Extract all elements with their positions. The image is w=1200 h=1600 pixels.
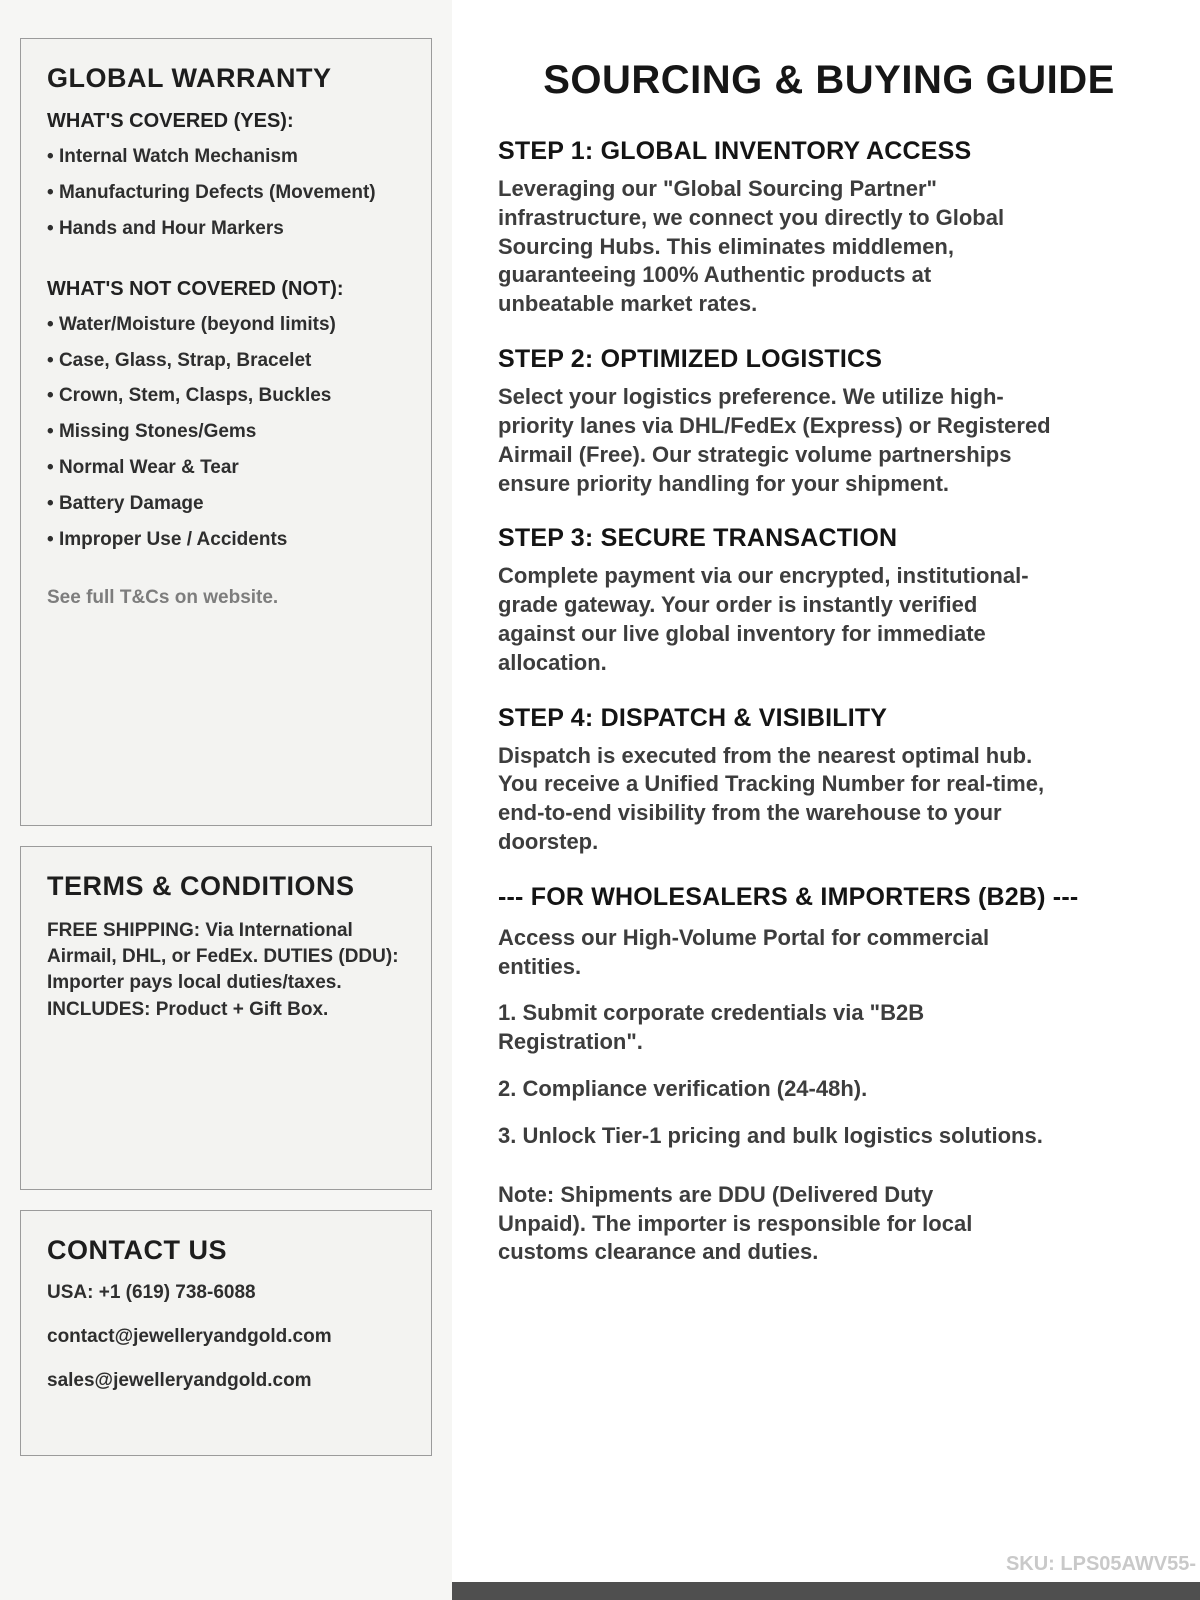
terms-body: FREE SHIPPING: Via International Airmail, DHL, or FedEx. DUTIES (DDU): Importer pays local duties/taxes. INCLUDES: Product + Gift Box. — [47, 920, 399, 1020]
list-item: • Missing Stones/Gems — [47, 422, 405, 443]
list-item: • Hands and Hour Markers — [47, 219, 405, 240]
list-item: • Improper Use / Accidents — [47, 530, 405, 551]
contact-phone: USA: +1 (619) 738-6088 — [47, 1282, 256, 1303]
step-4 — [498, 704, 1160, 857]
footer-bar — [452, 1582, 1200, 1600]
covered-heading: WHAT'S COVERED (YES): — [47, 110, 294, 132]
b2b-intro: Access our High-Volume Portal for commercial entities. — [498, 924, 990, 979]
list-item: • Water/Moisture (beyond limits) — [47, 315, 405, 336]
step-1-body: Leveraging our "Global Sourcing Partner" infrastructure, we connect you directly to Global Sourcing Hubs. This eliminates middlemen, guaranteeing 100% Authentic products at unbeatable market rates. — [498, 176, 1005, 317]
step-3-heading: STEP 3: SECURE TRANSACTION — [498, 524, 898, 553]
warranty-title: GLOBAL WARRANTY — [47, 63, 332, 93]
contact-panel — [20, 1210, 432, 1456]
step-3 — [498, 524, 1160, 677]
step-2-heading: STEP 2: OPTIMIZED LOGISTICS — [498, 345, 883, 374]
step-1 — [498, 137, 1160, 319]
terms-title: TERMS & CONDITIONS — [47, 871, 355, 901]
step-2 — [498, 345, 1160, 498]
list-item: • Crown, Stem, Clasps, Buckles — [47, 386, 405, 407]
main-content — [452, 0, 1200, 1600]
list-item: • Internal Watch Mechanism — [47, 147, 405, 168]
warranty-footnote: See full T&Cs on website. — [47, 586, 279, 608]
contact-title: CONTACT US — [47, 1235, 227, 1265]
step-1-heading: STEP 1: GLOBAL INVENTORY ACCESS — [498, 137, 972, 165]
list-item: • Case, Glass, Strap, Bracelet — [47, 351, 405, 372]
contact-sales-email: sales@jewelleryandgold.com — [47, 1370, 312, 1391]
sku-label: SKU: LPS05AWV55- — [1005, 1553, 1196, 1575]
b2b-item-2: 2. Compliance verification (24-48h). — [498, 1076, 868, 1102]
b2b-section — [498, 883, 1160, 1267]
warranty-panel — [20, 38, 432, 826]
list-item: • Normal Wear & Tear — [47, 458, 405, 479]
step-4-heading: STEP 4: DISPATCH & VISIBILITY — [498, 703, 888, 732]
sidebar — [0, 0, 452, 1600]
b2b-note: Note: Shipments are DDU (Delivered Duty Unpaid). The importer is responsible for local customs clearance and duties. — [498, 1181, 973, 1265]
b2b-heading: --- FOR WHOLESALERS & IMPORTERS (B2B) --- — [498, 882, 1079, 911]
b2b-item-3: 3. Unlock Tier-1 pricing and bulk logistics solutions. — [498, 1122, 1043, 1148]
b2b-item-1: 1. Submit corporate credentials via "B2B Registration". — [498, 1000, 925, 1055]
page-title: SOURCING & BUYING GUIDE — [543, 58, 1115, 102]
terms-panel — [20, 846, 432, 1190]
list-item: • Battery Damage — [47, 494, 405, 515]
not-covered-heading: WHAT'S NOT COVERED (NOT): — [47, 277, 344, 300]
step-3-body: Complete payment via our encrypted, institutional-grade gateway. Your order is instantly verified against our live global inventory for immediate allocation. — [498, 563, 1029, 675]
step-4-body: Dispatch is executed from the nearest optimal hub. You receive a Unified Tracking Number for real-time, end-to-end visibility from the warehouse to your doorstep. — [498, 742, 1045, 854]
covered-list — [47, 147, 405, 240]
list-item: • Manufacturing Defects (Movement) — [47, 183, 405, 204]
contact-email: contact@jewelleryandgold.com — [47, 1326, 332, 1347]
step-2-body: Select your logistics preference. We utilize high-priority lanes via DHL/FedEx (Express) or Registered Airmail (Free). Our strategic volume partnerships ensure priority handling for your shipment. — [498, 384, 1051, 496]
not-covered-list — [47, 315, 405, 551]
